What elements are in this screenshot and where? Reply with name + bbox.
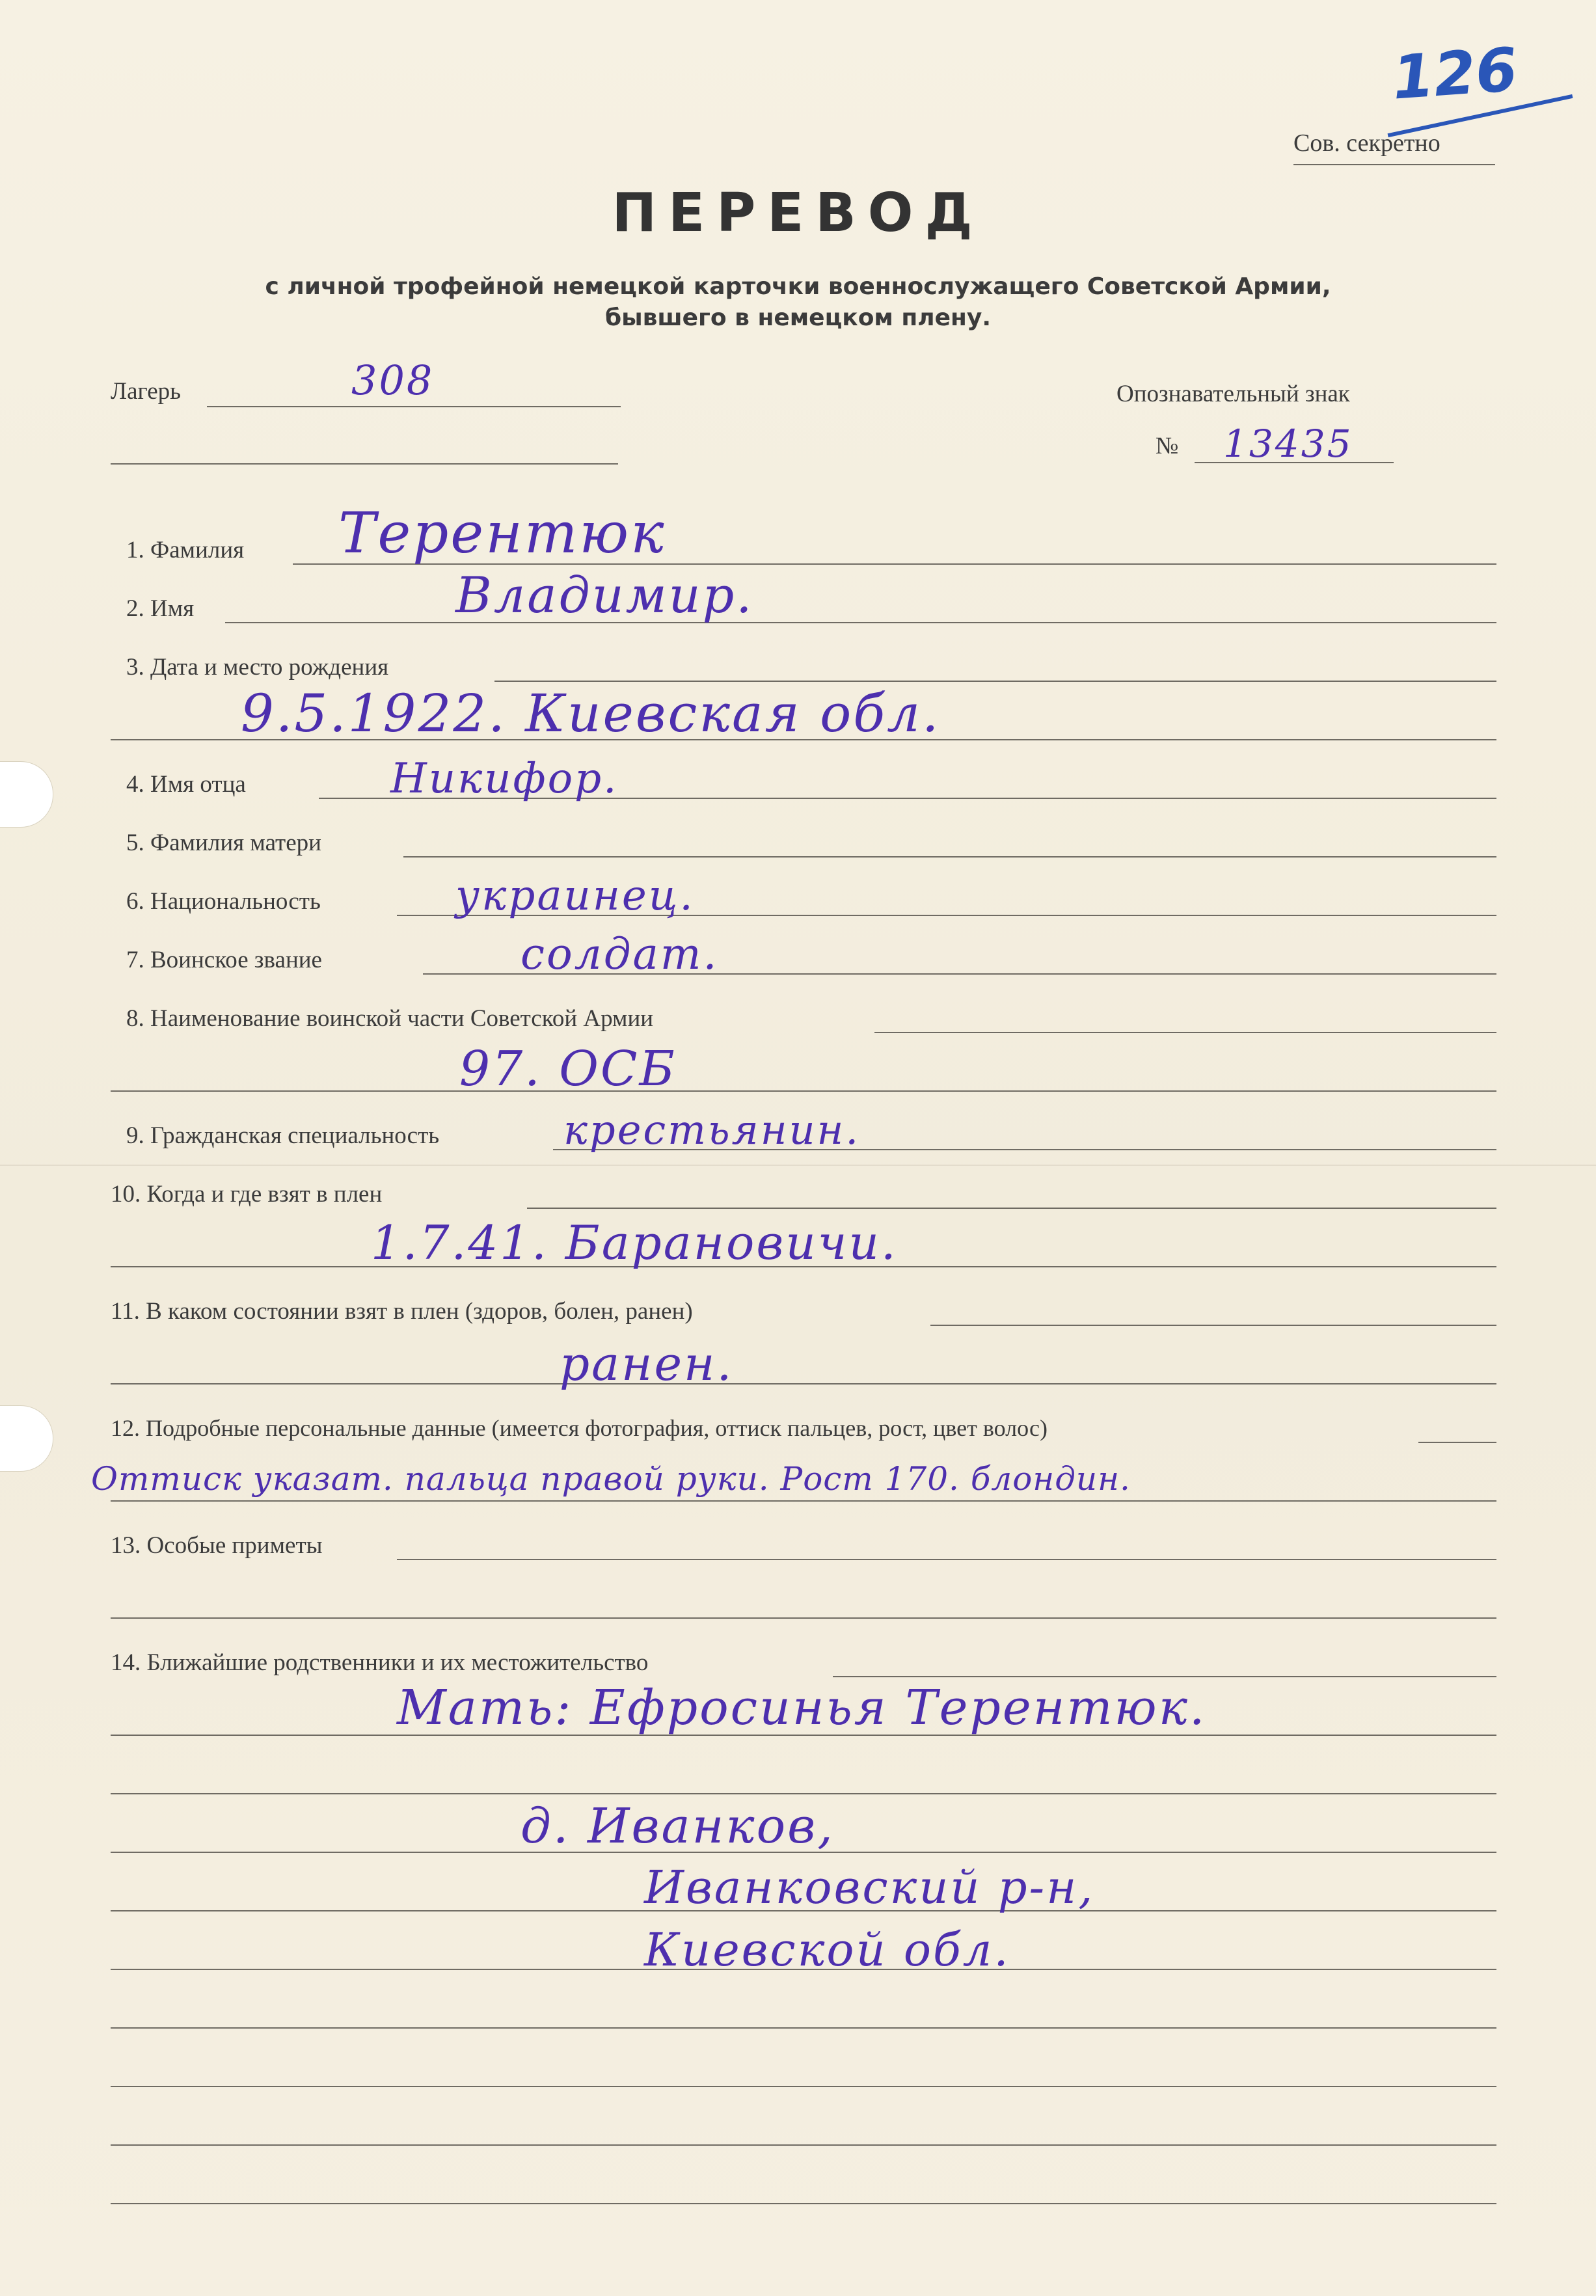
unit-line-2 <box>111 1090 1496 1092</box>
paper-fold <box>0 1165 1596 1166</box>
special-marks-line-2 <box>111 1617 1496 1619</box>
subtitle-line-2: бывшего в немецком плену. <box>604 304 992 331</box>
rank-label: 7. Воинское звание <box>126 947 322 973</box>
rank-value: солдат. <box>521 929 719 979</box>
camp-line <box>207 406 621 407</box>
relatives-label: 14. Ближайшие родственники и их местожительство <box>111 1649 649 1676</box>
first-name-label: 2. Имя <box>126 595 195 622</box>
unit-label: 8. Наименование воинской части Советской Армии <box>126 1005 654 1032</box>
archive-number: 126 <box>1390 34 1520 113</box>
special-marks-line <box>397 1559 1496 1560</box>
birth-line <box>494 681 1496 682</box>
capture-condition-line-2 <box>111 1383 1496 1384</box>
relatives-line-8 <box>111 2086 1496 2087</box>
mother-surname-label: 5. Фамилия матери <box>126 830 321 856</box>
personal-data-line-2 <box>111 1500 1496 1502</box>
surname-value: Терентюк <box>338 501 666 566</box>
punch-hole-top <box>0 761 53 828</box>
nationality-label: 6. Национальность <box>126 888 321 915</box>
camp-value: 308 <box>351 357 435 404</box>
relatives-line <box>833 1676 1496 1677</box>
classification-mark: Сов. секретно <box>1293 129 1440 157</box>
relatives-value-line-3: Иванковский р-н, <box>644 1861 1095 1914</box>
capture-condition-line <box>930 1325 1496 1326</box>
personal-data-label: 12. Подробные персональные данные (имеется фотография, оттиск пальцев, рост, цвет волос) <box>111 1415 1048 1441</box>
first-name-value: Владимир. <box>455 566 754 624</box>
civil-profession-value: крестьянин. <box>563 1106 861 1154</box>
unit-line <box>874 1032 1496 1033</box>
relatives-line-3 <box>111 1793 1496 1794</box>
document-title: ПЕРЕВОД <box>612 182 984 244</box>
captured-when-where-label: 10. Когда и где взят в плен <box>111 1181 383 1208</box>
camp-line-2 <box>111 463 618 465</box>
birth-value: 9.5.1922. Киевская обл. <box>241 683 941 744</box>
personal-data-value: Оттиск указат. пальца правой руки. Рост 170. блондин. <box>91 1460 1131 1498</box>
father-name-value: Никифор. <box>390 755 619 803</box>
relatives-line-10 <box>111 2203 1496 2204</box>
civil-profession-label: 9. Гражданская специальность <box>126 1122 440 1149</box>
capture-condition-label: 11. В каком состоянии взят в плен (здоров, болен, ранен) <box>111 1298 693 1325</box>
relatives-value-line-1: Мать: Ефросинья Терентюк. <box>397 1680 1207 1736</box>
capture-condition-value: ранен. <box>560 1336 734 1391</box>
relatives-line-9 <box>111 2144 1496 2146</box>
unit-value: 97. ОСБ <box>459 1041 677 1097</box>
surname-label: 1. Фамилия <box>126 537 245 563</box>
id-tag-number-label: № <box>1156 433 1179 459</box>
id-tag-label: Опознавательный знак <box>1116 381 1350 407</box>
subtitle-line-1: с личной трофейной немецкой карточки военнослужащего Советской Армии, <box>265 273 1331 300</box>
captured-line <box>527 1208 1496 1209</box>
camp-label: Лагерь <box>111 378 182 405</box>
classification-underline <box>1293 164 1495 165</box>
mother-surname-line <box>403 856 1496 858</box>
nationality-value: украинец. <box>455 872 695 920</box>
personal-data-line <box>1418 1442 1496 1443</box>
relatives-line-7 <box>111 2027 1496 2029</box>
captured-value: 1.7.41. Барановичи. <box>371 1215 898 1270</box>
relatives-value-line-4: Киевской обл. <box>644 1923 1010 1977</box>
special-marks-label: 13. Особые приметы <box>111 1532 323 1559</box>
id-tag-value: 13435 <box>1223 422 1353 466</box>
father-name-label: 4. Имя отца <box>126 771 246 798</box>
first-name-line <box>225 622 1496 623</box>
punch-hole-bottom <box>0 1405 53 1472</box>
birth-label: 3. Дата и место рождения <box>126 654 389 681</box>
relatives-value-line-2: д. Иванков, <box>521 1798 835 1854</box>
